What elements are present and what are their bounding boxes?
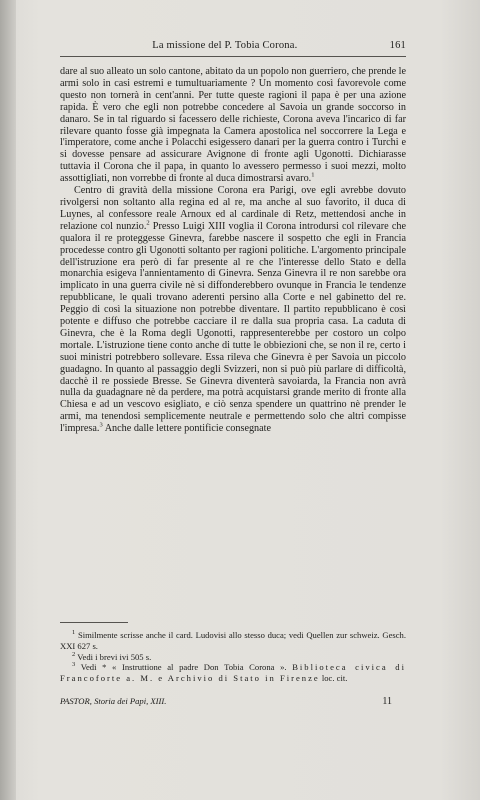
footnote-1-num: 1 xyxy=(72,629,76,637)
footnote-ref-1: 1 xyxy=(311,171,315,179)
paragraph-2-text-a: Centro di gravità della missione Corona era Parigi, ove egli avrebbe dovuto rivolgersi non soltanto alla regina ed al re, ma anche al suo favorito, il duca di Luynes, al confessore reale Arnoux ed al cardinale di Retz, mettendosi anche in relazione col nunzio. xyxy=(60,185,406,232)
footnote-ref-3: 3 xyxy=(99,421,103,429)
page-number: 161 xyxy=(389,40,406,51)
footnote-2 xyxy=(60,652,406,663)
footnote-1 xyxy=(60,630,406,652)
paragraph-2 xyxy=(60,185,406,435)
header-rule xyxy=(60,56,406,57)
paragraph-2-text-c: Anche dalle lettere pontificie consegnate xyxy=(102,423,272,435)
footnote-3-text-c: loc. cit. xyxy=(319,673,348,684)
footer-book-title: PASTOR, Storia dei Papi, XIII. xyxy=(60,696,167,706)
footnote-1-text: Similmente scrisse anche il card. Ludovisi allo stesso duca; vedi Quellen zur schweiz. Gesch. XXI 627 s. xyxy=(60,630,406,651)
footnote-3-archive: Biblioteca civica di Francoforte a. M. e Archivio di Stato in Firenze xyxy=(60,662,406,684)
paragraph-2-text-b: Presso Luigi XIII voglia il Corona introdursi col rilevare che qualora il re proteggesse Ginevra, farebbe nascere il sospetto che egli in Francia procedesse contro gli Ugonotti soltanto per ragioni politiche. L'argomento principale dell'istruzione era però di far presente al re che l'interesse dello Stato e della monarchia esigeva l'annientamento di Ginevra. Senza Ginevra il re non sarebbe ora implicato in una guerra civile nè si diffonderebbero ovunque in Francia le tendenze repubblicane, le quali trovano aderenti persino alla Corte e nel gabinetto del re. Peggio di così la situazione non potrebbe diventare. Il partito repubblicano è così potente e diffuso che potrebbe cacciare il re dalla sua propria casa. La caduta di Ginevra, che è la Roma degli Ugonotti, rappresenterebbe per costoro un colpo mortale. L'istruzione tiene conto anche di tutte le obbiezioni che, se non il re, certo i suoi ministri potrebbero sollevare. Essa rileva che Ginevra è per Savoia un piccolo guadagno. In quanto al passaggio degli Svizzeri, non si può più parlare di difficoltà, dacchè il re possiede Bresse. Se Ginevra diventerà savoiarda, la Francia non avrà nulla da guadagnare nè da perdere, ma potrà acquistarsi grande merito di fronte alla Chiesa e ad un vescovo esigliato, e ciò senza spendere un quattrino nè prender le armi, ma tenendosi semplicemente neutrale e permettendo solo che altri compisse l'impresa. xyxy=(60,220,406,435)
body-text xyxy=(60,66,406,435)
running-header xyxy=(60,40,406,51)
footnote-3-text-a: Vedi * « Instruttione al padre Don Tobia Corona ». xyxy=(80,662,293,673)
footnote-rule xyxy=(60,622,128,623)
footnote-3 xyxy=(60,662,406,684)
signature-mark: 11 xyxy=(382,696,392,707)
paragraph-1 xyxy=(60,66,406,185)
book-spine-shadow xyxy=(0,0,16,800)
footnote-2-text: Vedi i brevi ivi 505 s. xyxy=(77,651,152,662)
footnotes xyxy=(60,630,406,684)
footnote-ref-2: 2 xyxy=(146,219,150,227)
footnote-3-num: 3 xyxy=(72,661,76,669)
running-title: La missione del P. Tobia Corona. xyxy=(152,40,298,51)
paragraph-1-text: dare al suo alleato un solo cantone, abitato da un popolo non guerriero, che prende le armi solo in casi estremi e tumultuariamente ? Un momento così favorevole come questo non tornerà in cent'anni. Per tutte queste ragioni il papa è per una azione rapida. È vero che egli non potrebbe concedere al Savoia un grande soccorso in danaro. Se in tal riguardo si facessero delle richieste, Corona aveva l'incarico di far rilevare quanto fosse già impegnata la Camera apostolica nel soccorrere la Lega e l'imperatore, come anche i Polacchi esigessero danari per la guerra contro i Turchi e si dovesse pensare ad assicurare Avignone di fronte agli Ugonotti. Dichiarasse tuttavia il Corona che il papa, in quanto lo avessero permesso i suoi mezzi, molto assottigliati, non vorrebbe di fronte al duca dimostrarsi avaro. xyxy=(60,66,406,185)
footnote-2-num: 2 xyxy=(72,650,76,658)
page-footer xyxy=(60,696,406,707)
